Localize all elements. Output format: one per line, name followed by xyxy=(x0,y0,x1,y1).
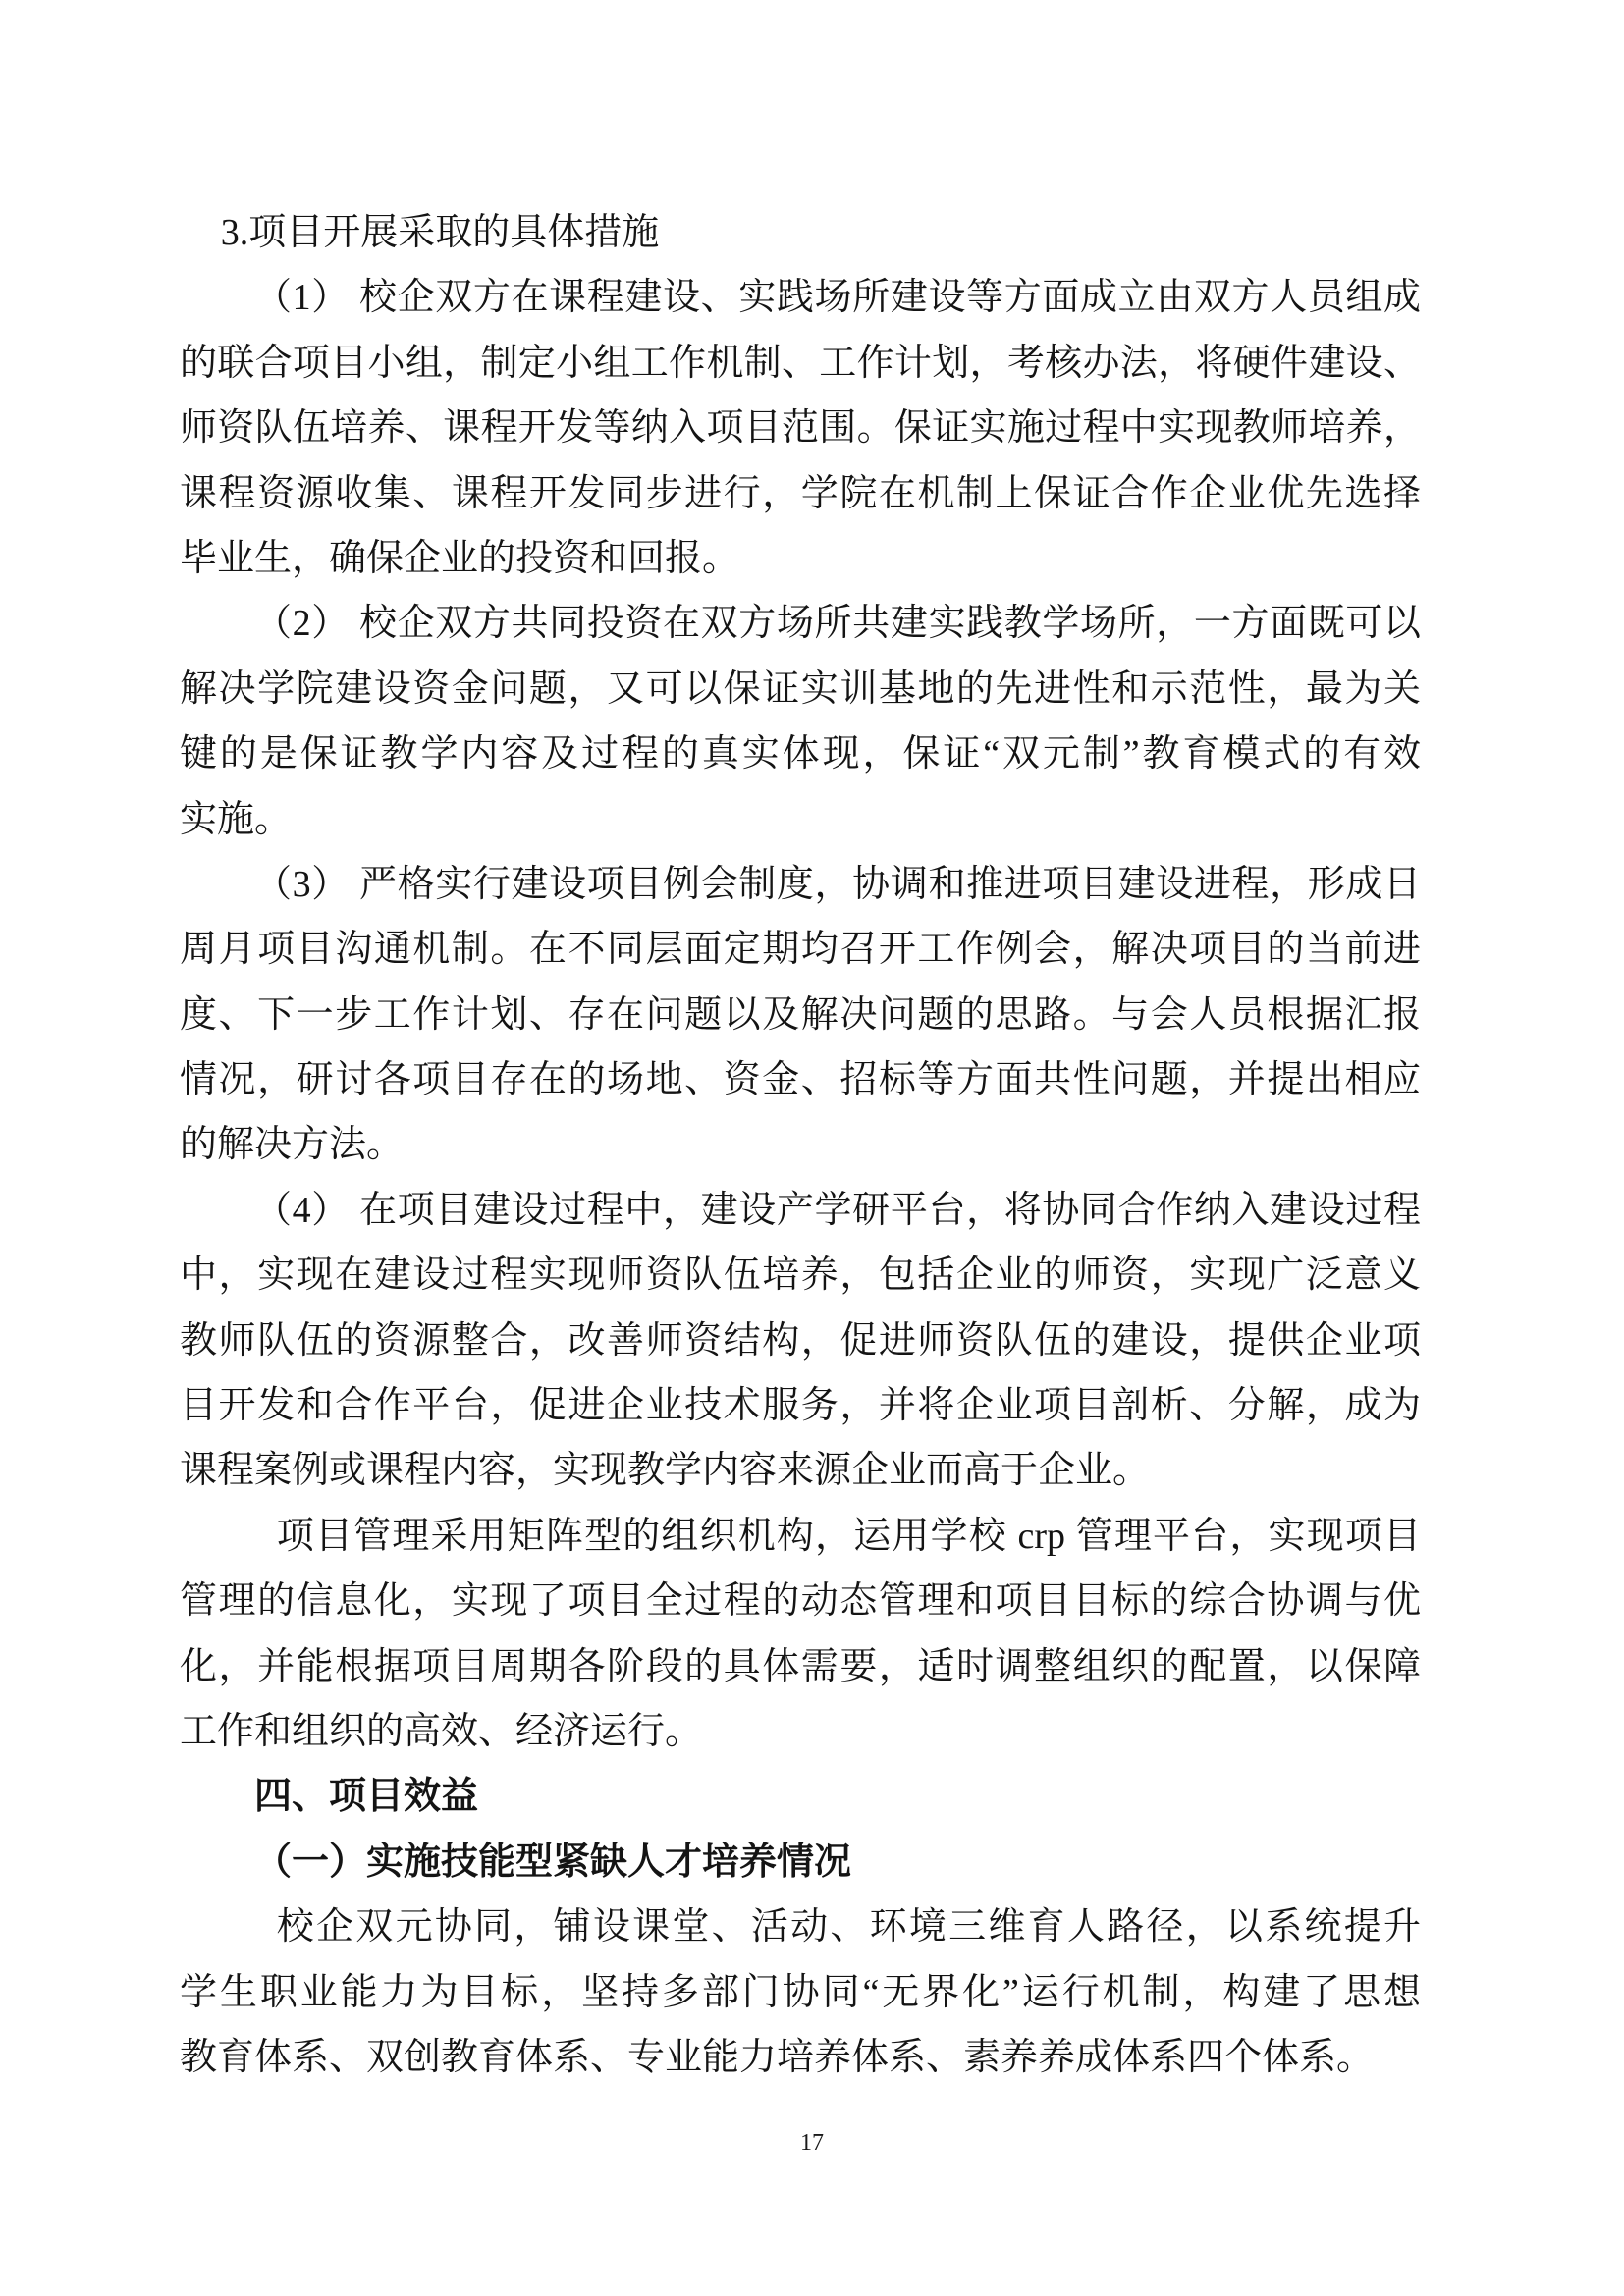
text-line: （1） 校企双方在课程建设、实践场所建设等方面成立由双方人员组成 xyxy=(254,277,1421,319)
text-line: 教师队伍的资源整合，改善师资结构，促进师资队伍的建设，提供企业项 xyxy=(180,1319,1421,1362)
text-line: 键的是保证教学内容及过程的真实体现，保证“双元制”教育模式的有效 xyxy=(180,733,1421,775)
page-number: 17 xyxy=(800,2130,824,2156)
subsection-heading-talent-training xyxy=(180,1830,1421,1895)
measure-1 xyxy=(180,265,1421,591)
text-line: 四、项目效益 xyxy=(254,1776,479,1818)
text-line: 情况，研讨各项目存在的场地、资金、招标等方面共性问题，并提出相应 xyxy=(180,1059,1421,1101)
text-line: 的联合项目小组，制定小组工作机制、工作计划，考核办法，将硬件建设、 xyxy=(180,342,1421,384)
text-line: （3） 严格实行建设项目例会制度，协调和推进项目建设进程，形成日 xyxy=(254,863,1421,905)
document-body xyxy=(180,200,1421,2090)
talent-training-paragraph xyxy=(180,1895,1421,2090)
text-line: 度、下一步工作计划、存在问题以及解决问题的思路。与会人员根据汇报 xyxy=(180,993,1421,1036)
text-line: 课程案例或课程内容，实现教学内容来源企业而高于企业。 xyxy=(180,1450,1151,1492)
text-line: 解决学院建设资金问题，又可以保证实训基地的先进性和示范性，最为关 xyxy=(180,667,1421,710)
text-line: 周月项目沟通机制。在不同层面定期均召开工作例会，解决项目的当前进 xyxy=(180,929,1421,971)
project-management-paragraph xyxy=(180,1504,1421,1765)
measure-2 xyxy=(180,591,1421,852)
text-line: 教育体系、双创教育体系、专业能力培养体系、素养养成体系四个体系。 xyxy=(180,2036,1375,2078)
measures-heading xyxy=(180,200,1421,265)
text-line: （一）实施技能型紧缺人才培养情况 xyxy=(254,1841,852,1883)
text-line: 管理的信息化，实现了项目全过程的动态管理和项目目标的综合协调与优 xyxy=(180,1580,1421,1623)
text-line: （4） 在项目建设过程中，建设产学研平台，将协同合作纳入建设过程 xyxy=(254,1189,1421,1231)
text-line: 项目管理采用矩阵型的组织机构，运用学校 crp 管理平台，实现项目 xyxy=(276,1515,1421,1557)
text-line: 毕业生，确保企业的投资和回报。 xyxy=(180,537,740,579)
text-line: 课程资源收集、课程开发同步进行，学院在机制上保证合作企业优先选择 xyxy=(180,472,1421,514)
measure-4 xyxy=(180,1178,1421,1504)
text-line: 化，并能根据项目周期各阶段的具体需要，适时调整组织的配置，以保障 xyxy=(180,1645,1421,1687)
measure-3 xyxy=(180,852,1421,1178)
text-line: 工作和组织的高效、经济运行。 xyxy=(180,1710,703,1752)
text-line: 师资队伍培养、课程开发等纳入项目范围。保证实施过程中实现教师培养， xyxy=(180,407,1421,450)
section-heading-benefits xyxy=(180,1764,1421,1829)
text-line: 中，实现在建设过程实现师资队伍培养，包括企业的师资，实现广泛意义 xyxy=(180,1255,1421,1297)
text-line: 目开发和合作平台，促进企业技术服务，并将企业项目剖析、分解，成为 xyxy=(180,1385,1421,1427)
text-line: 校企双元协同，铺设课堂、活动、环境三维育人路径，以系统提升 xyxy=(276,1906,1421,1949)
text-line: 的解决方法。 xyxy=(180,1124,405,1166)
text-line: （2） 校企双方共同投资在双方场所共建实践教学场所，一方面既可以 xyxy=(254,603,1421,645)
text-line: 3.项目开展采取的具体措施 xyxy=(220,212,660,253)
text-line: 实施。 xyxy=(180,798,293,840)
text-line: 学生职业能力为目标，坚持多部门协同“无界化”运行机制，构建了思想 xyxy=(180,1971,1421,2013)
